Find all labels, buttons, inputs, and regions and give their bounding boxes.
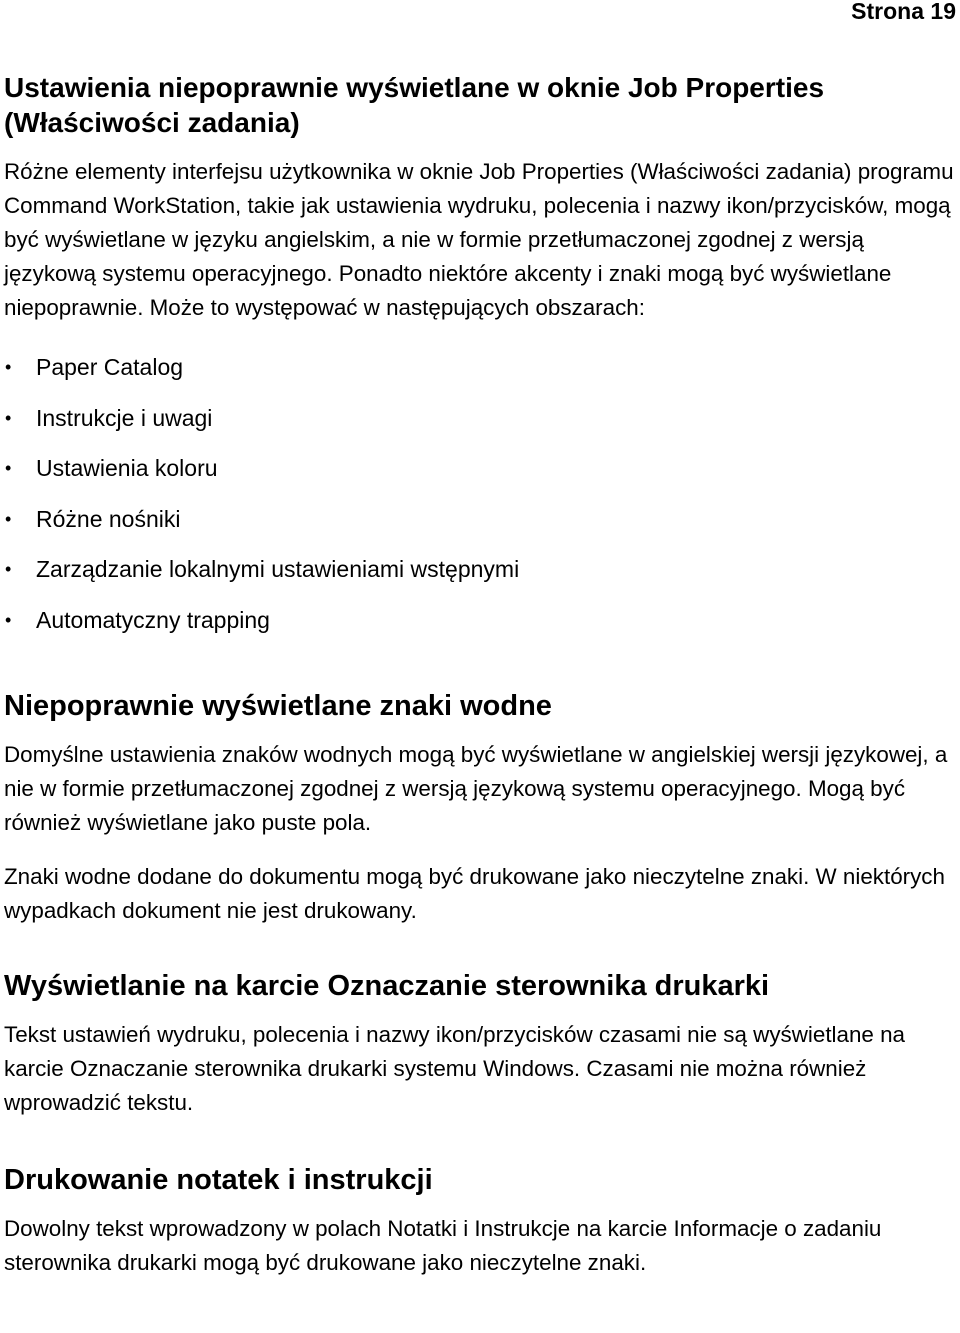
page-content: [4, 70, 956, 1280]
section-paragraph: Domyślne ustawienia znaków wodnych mogą być wyświetlane w angielskiej wersji językowej, a nie w formie przetłumaczonej zgodnej z wersją językową systemu operacyjnego. Mogą być również wyświetlane jako puste pola.: [4, 742, 948, 835]
section-heading-marking-tab: Wyświetlanie na karcie Oznaczanie sterownika drukarki: [4, 970, 770, 1002]
list-item-text: Różne nośniki: [36, 505, 181, 532]
bullet-icon: •: [5, 508, 12, 529]
affected-areas-list: [4, 342, 956, 645]
section-paragraph: Dowolny tekst wprowadzony w polach Notatki i Instrukcje na karcie Informacje o zadaniu sterownika drukarki mogą być drukowane jako nieczytelne znaki.: [4, 1216, 882, 1275]
bullet-icon: •: [5, 458, 12, 478]
bullet-icon: •: [5, 559, 12, 579]
section-heading-watermarks: Niepoprawnie wyświetlane znaki wodne: [4, 690, 552, 722]
list-item-text: Ustawienia koloru: [36, 455, 218, 481]
list-item: [4, 393, 956, 444]
page-number: Strona 19: [851, 0, 956, 24]
list-item: [4, 443, 956, 494]
section-paragraph: Różne elementy interfejsu użytkownika w oknie Job Properties (Właściwości zadania) programu Command WorkStation, takie jak ustawienia wydruku, polecenia i nazwy ikon/przycisków, mogą być wyświetlane w języku angielskim, a nie w formie przetłumaczonej zgodnej z wersją językową systemu operacyjnego. Ponadto niektóre akcenty i znaki mogą być wyświetlane niepoprawnie. Może to występować w następujących obszarach:: [4, 159, 954, 320]
list-item: [4, 544, 956, 595]
list-item: [4, 494, 956, 545]
bullet-icon: •: [5, 357, 12, 377]
section-paragraph: Znaki wodne dodane do dokumentu mogą być drukowane jako nieczytelne znaki. W niektórych wypadkach dokument nie jest drukowany.: [4, 864, 945, 923]
list-item: [4, 595, 956, 646]
list-item-text: Zarządzanie lokalnymi ustawieniami wstępnymi: [36, 556, 520, 582]
bullet-icon: •: [5, 407, 12, 428]
section-paragraph: Tekst ustawień wydruku, polecenia i nazwy ikon/przycisków czasami nie są wyświetlane na karcie Oznaczanie sterownika drukarki systemu Windows. Czasami nie można również wprowadzić tekstu.: [4, 1022, 905, 1115]
bullet-icon: •: [5, 609, 12, 630]
list-item-text: Instrukcje i uwagi: [36, 404, 213, 431]
section-heading-job-properties: Ustawienia niepoprawnie wyświetlane w oknie Job Properties (Właściwości zadania): [4, 72, 825, 138]
section-heading-notes-printing: Drukowanie notatek i instrukcji: [4, 1164, 433, 1196]
list-item-text: Automatyczny trapping: [36, 606, 270, 633]
list-item-text: Paper Catalog: [36, 354, 184, 380]
list-item: [4, 342, 956, 393]
